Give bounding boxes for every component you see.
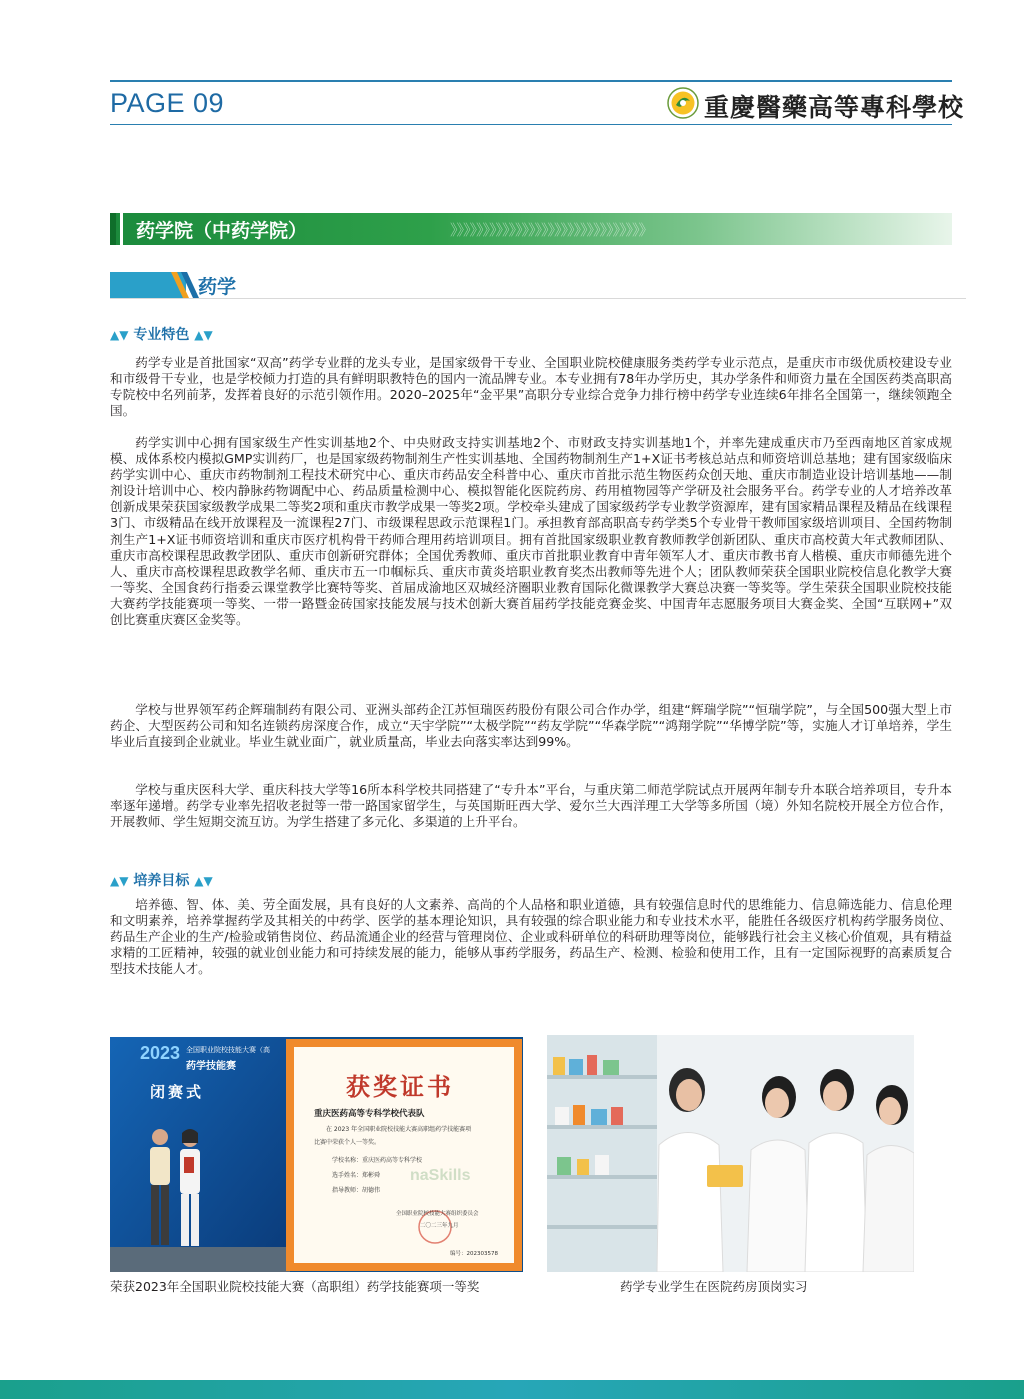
certificate-teacher: 指导教师：胡德伟 xyxy=(332,1187,381,1194)
header-bottom-rule xyxy=(110,124,952,125)
footer-band xyxy=(0,1380,1024,1399)
school-logo-icon xyxy=(667,87,699,119)
department-banner xyxy=(110,213,952,245)
internship-photo-illustration xyxy=(547,1035,914,1272)
stage-year: 2023 xyxy=(140,1043,181,1063)
certificate-org: 全国职业院校技能大赛组织委员会 xyxy=(396,1211,479,1217)
features-heading xyxy=(110,324,213,344)
triangle-icon: ▲▼ xyxy=(110,328,129,342)
goals-heading xyxy=(110,870,213,890)
banner-chevrons: 》》》》》》》》》》》》》》》》》》》》》》》》》》》》》》 xyxy=(450,221,653,239)
stage-title: 全国职业院校技能大赛（高 xyxy=(186,1046,270,1054)
department-title: 药学院（中药学院） xyxy=(136,220,308,242)
features-paragraph-2: 药学实训中心拥有国家级生产性实训基地2个、中央财政支持实训基地2个、市财政支持实训基地1个，并率先建成重庆市乃至西南地区首家成规模、成体系校内模拟GMP实训药厂，也是国家级药物制剂生产性实训基地、全国药物制剂生产1+X证书考核总站点和师资培训总基地；建有国家级临床药学实训中心、重庆市药物制剂工程技术研究中心、重庆市药品安全科普中心、重庆市首批示范生物医药众创天地、重庆市制造业设计培训基地——制剂设计培训中心、校内静脉药物调配中心、药品质量检测中心、模拟智能化医院药房、药用植物园等产学研及社会服务平台。药学专业的人才培养改革创新成果荣获国家级教学成果二等奖2项和重庆市教学成果一等奖2项。学校牵头建成了国家级药学专业教学资源库，建有国家精品课程及精品在线课程3门、市级精品在线开放课程及一流课程27门、市级课程思政示范课程1门。承担教育部高职高专药学类5个专业骨干教师国家级培训项目、全国药物制剂生产1+X证书师资培训和重庆市医疗机构骨干药师合理用药培训项目。拥有首批国家级职业教育教师教学创新团队、重庆市高校黄大年式教师团队、重庆市高校课程思政教学团队、重庆市创新研究群体；全国优秀教师、重庆市首批职业教育中青年领军人才、重庆市教书育人楷模、重庆市师德先进个人、重庆市高校课程思政教学名师、重庆市五一巾帼标兵、重庆市黄炎培职业教育奖杰出教师等先进个人；团队教师荣获全国职业院校信息化教学大赛一等奖、全国食药行指委云课堂教学比赛特等奖、首届成渝地区双城经济圈职业教育国际化微课教学大赛总决赛一等奖等。学生荣获全国职业院校技能大赛药学技能赛项一等奖、一带一路暨金砖国家技能发展与技术创新大赛首届药学技能竞赛金奖、中国青年志愿服务项目大赛金奖、全国“互联网+”双创比赛重庆赛区金奖等。 xyxy=(110,435,952,628)
major-title: 药学 xyxy=(198,276,237,298)
certificate-body: 在 2023 年全国职业院校技能大赛高职组药学技能赛项 xyxy=(326,1126,472,1133)
goals-paragraph: 培养德、智、体、美、劳全面发展，具有良好的人文素养、高尚的个人品格和职业道德，具有较强信息时代的思维能力、信息筛选能力、信息伦理和文明素养，培养掌握药学及其相关的中药学、医学的基本理论知识，具有较强的综合职业能力和专业技术水平，能胜任各级医疗机构药学服务岗位、药品生产企业的生产/检验或销售岗位、药品流通企业的经营与管理岗位、企业或科研单位的科研助理等岗位，能够践行社会主义核心价值观，具有精益求精的工匠精神，较强的就业创业能力和可持续发展的能力，能够从事药学服务，药品生产、检测、检验和使用工作，且有一定国际视野的高素质复合型技术技能人才。 xyxy=(110,897,952,977)
certificate-team: 重庆医药高等专科学校代表队 xyxy=(314,1109,425,1119)
page-number: PAGE 09 xyxy=(110,88,225,118)
header-top-rule xyxy=(110,80,952,82)
certificate-number: 编号：202303578 xyxy=(450,1251,498,1257)
certificate-watermark: naSkills xyxy=(410,1167,471,1184)
stage-subtitle: 药学技能赛 xyxy=(186,1061,236,1072)
major-underline xyxy=(110,298,966,299)
certificate-player: 选手姓名：郑彬舜 xyxy=(332,1172,381,1179)
triangle-icon: ▲▼ xyxy=(194,874,213,888)
certificate-title: 获奖证书 xyxy=(346,1072,454,1101)
internship-photo-caption: 药学专业学生在医院药房顶岗实习 xyxy=(620,1279,808,1294)
features-paragraph-4: 学校与重庆医科大学、重庆科技大学等16所本科学校共同搭建了“专升本”平台，与重庆第二师范学院试点开展两年制专升本联合培养项目，专升本率逐年递增。药学专业率先招收老挝等一带一路国家留学生，与英国斯旺西大学、爱尔兰大西洋理工大学等多所国（境）外知名院校开展全方位合作，开展教师、学生短期交流互访。为学生搭建了多元化、多渠道的上升平台。 xyxy=(110,782,952,830)
internship-photo xyxy=(547,1035,914,1272)
banner-accent-bar xyxy=(110,213,116,245)
award-photo xyxy=(110,1037,523,1272)
triangle-icon: ▲▼ xyxy=(194,328,213,342)
certificate-school: 学校名称：重庆医药高等专科学校 xyxy=(332,1157,423,1164)
certificate-date: 二〇二三年九月 xyxy=(420,1223,459,1229)
features-paragraph-1: 药学专业是首批国家“双高”药学专业群的龙头专业，是国家级骨干专业、全国职业院校健康服务类药学专业示范点，是重庆市市级优质校建设专业和市级骨干专业，也是学校倾力打造的具有鲜明职教特色的国内一流品牌专业。本专业拥有78年办学历史，其办学条件和师资力量在全国医药类高职高专院校中名列前茅，发挥着良好的示范引领作用。2020–2025年“金平果”高职分专业综合竞争力排行榜中药学专业连续6年排名全国第一，继续领跑全国。 xyxy=(110,355,952,419)
banner-accent-gap xyxy=(120,213,123,245)
features-paragraph-3: 学校与世界领军药企辉瑞制药有限公司、亚洲头部药企江苏恒瑞医药股份有限公司合作办学，组建“辉瑞学院”“恒瑞学院”，与全国500强大型上市药企、大型医药公司和知名连锁药房深度合作，成立“天宇学院”“太极学院”“药友学院”“华森学院”“鸿翔学院”“华博学院”等，实施人才订单培养，学生毕业后直接到企业就业。毕业生就业面广，就业质量高，毕业去向落实率达到99%。 xyxy=(110,702,952,750)
stage-closing: 闭赛式 xyxy=(150,1083,205,1101)
goals-heading-label: 培养目标 xyxy=(133,873,190,889)
award-photo-illustration xyxy=(110,1037,523,1272)
certificate-body2: 比赛中荣获个人一等奖。 xyxy=(314,1139,381,1146)
triangle-icon: ▲▼ xyxy=(110,874,129,888)
award-photo-caption: 荣获2023年全国职业院校技能大赛（高职组）药学技能赛项一等奖 xyxy=(110,1279,480,1294)
features-heading-label: 专业特色 xyxy=(133,327,190,343)
school-name: 重慶醫藥高等專科學校 xyxy=(704,93,965,122)
